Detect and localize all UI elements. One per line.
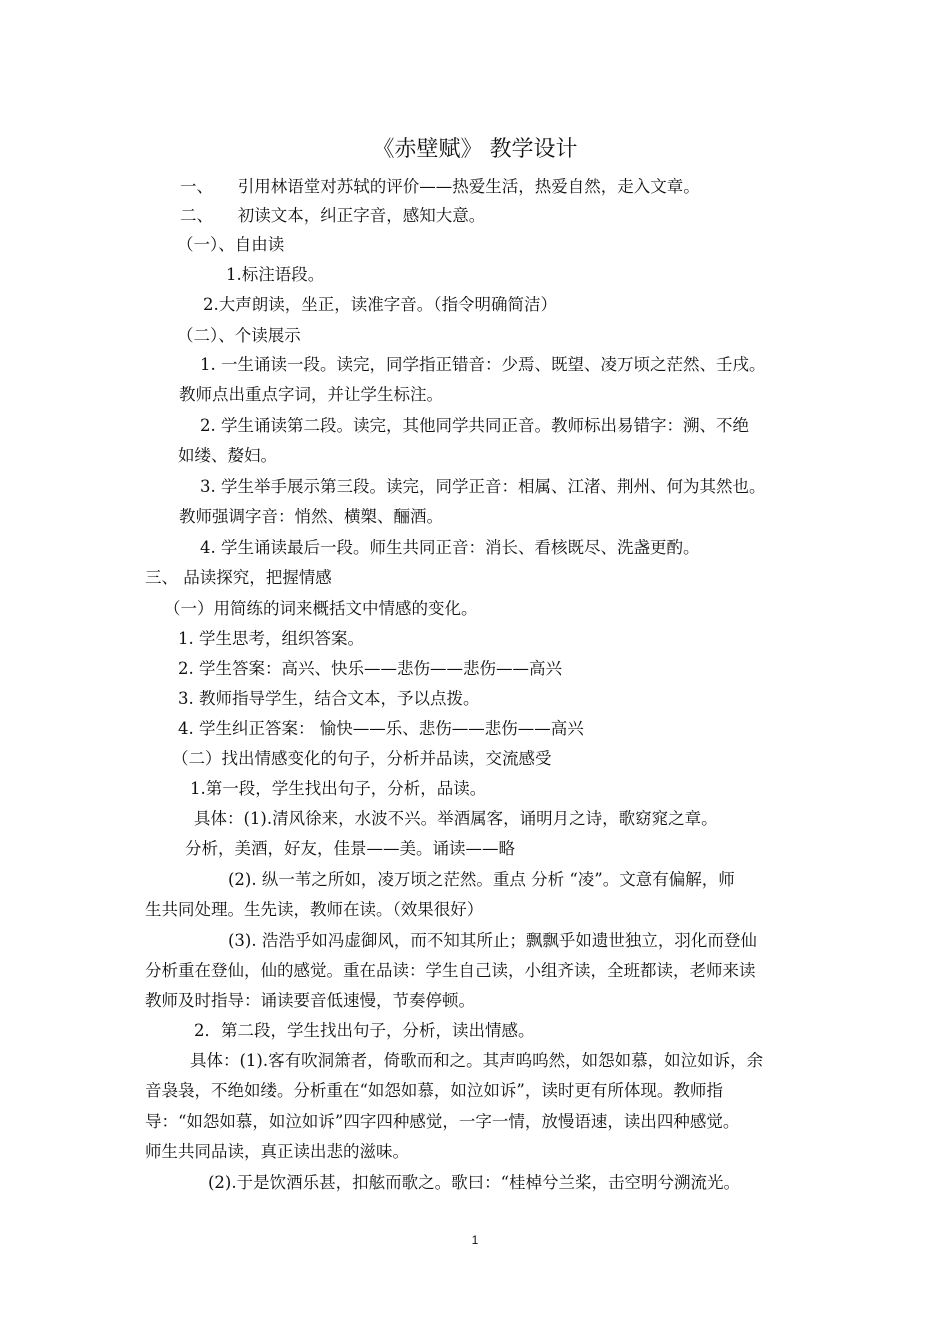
subsection-heading: （一）、自由读 — [177, 235, 285, 254]
paragraph-line: 教师点出重点字词，并让学生标注。 — [179, 385, 443, 404]
paragraph-line: 教师及时指导：诵读要音低速慢，节奏停顿。 — [145, 991, 475, 1010]
paragraph-line: 具体：(1).清风徐来，水波不兴。举酒属客，诵明月之诗，歌窈窕之章。 — [194, 809, 718, 828]
paragraph-line: (3). 浩浩乎如冯虚御风，而不知其所止；飘飘乎如遗世独立，羽化而登仙 — [228, 931, 757, 950]
list-item: 2. 学生答案：高兴、快乐——悲伤——悲伤——高兴 — [178, 659, 562, 678]
paragraph-line: 如缕、嫠妇。 — [178, 446, 277, 465]
paragraph-line: 分析重在登仙，仙的感觉。重在品读：学生自己读，小组齐读，全班都读，老师来读 — [145, 961, 756, 980]
subsection-heading: （一）用简练的词来概括文中情感的变化。 — [164, 599, 478, 618]
paragraph-line: (2).于是饮酒乐甚，扣舷而歌之。歌曰：“桂棹兮兰桨，击空明兮溯流光。 — [208, 1173, 741, 1192]
paragraph-line: 音袅袅，不绝如缕。分析重在“如怨如慕，如泣如诉”，读时更有所体现。教师指 — [145, 1081, 723, 1100]
list-item: 1.标注语段。 — [226, 265, 325, 284]
list-item: 2.大声朗读，坐正，读准字音。（指令明确简洁） — [203, 295, 557, 314]
paragraph-line: 师生共同品读，真正读出悲的滋味。 — [145, 1142, 409, 1161]
outline-item-2: 二、 初读文本，纠正字音，感知大意。 — [180, 206, 486, 225]
paragraph-line: 导：“如怨如慕，如泣如诉”四字四种感觉，一字一情，放慢语速，读出四种感觉。 — [145, 1112, 740, 1131]
paragraph-line: 分析，美酒，好友，佳景——美。诵读——略 — [185, 839, 515, 858]
outline-item-1: 一、 引用林语堂对苏轼的评价——热爱生活，热爱自然，走入文章。 — [180, 177, 700, 196]
list-item: 4. 学生纠正答案： 愉快——乐、悲伤——悲伤——高兴 — [178, 719, 584, 738]
paragraph-line: 4. 学生诵读最后一段。师生共同正音：消长、看核既尽、洗盏更酌。 — [200, 538, 700, 557]
paragraph-line: 生共同处理。生先读，教师在读。（效果很好） — [145, 900, 484, 919]
paragraph-line: 教师强调字音：悄然、横槊、酾酒。 — [179, 507, 443, 526]
list-item: 1.第一段，学生找出句子，分析，品读。 — [190, 779, 487, 798]
subsection-heading: （二）、个读展示 — [177, 326, 301, 345]
page-number: 1 — [471, 1233, 479, 1247]
list-item: 2．第二段，学生找出句子，分析，读出情感。 — [194, 1021, 535, 1040]
paragraph-line: 3. 学生举手展示第三段。读完，同学正音：相属、江渚、荆州、何为其然也。 — [200, 477, 766, 496]
paragraph-line: 1. 一生诵读一段。读完，同学指正错音：少焉、既望、凌万顷之茫然、壬戌。 — [200, 355, 766, 374]
list-item: 1. 学生思考，组织答案。 — [178, 629, 364, 648]
subsection-heading: （二）找出情感变化的句子，分析并品读，交流感受 — [172, 749, 552, 768]
list-item: 3. 教师指导学生，结合文本，予以点拨。 — [178, 689, 480, 708]
paragraph-line: 2. 学生诵读第二段。读完，其他同学共同正音。教师标出易错字：溯、不绝 — [200, 416, 749, 435]
document-title: 《赤壁赋》 教学设计 — [372, 137, 578, 162]
section-heading: 三、 品读探究，把握情感 — [145, 568, 332, 587]
paragraph-line: 具体：(1).客有吹洞箫者，倚歌而和之。其声呜呜然，如怨如慕，如泣如诉，余 — [190, 1051, 764, 1070]
paragraph-line: (2). 纵一苇之所如，凌万顷之茫然。重点 分析 “凌”。文意有偏解，师 — [228, 870, 735, 889]
